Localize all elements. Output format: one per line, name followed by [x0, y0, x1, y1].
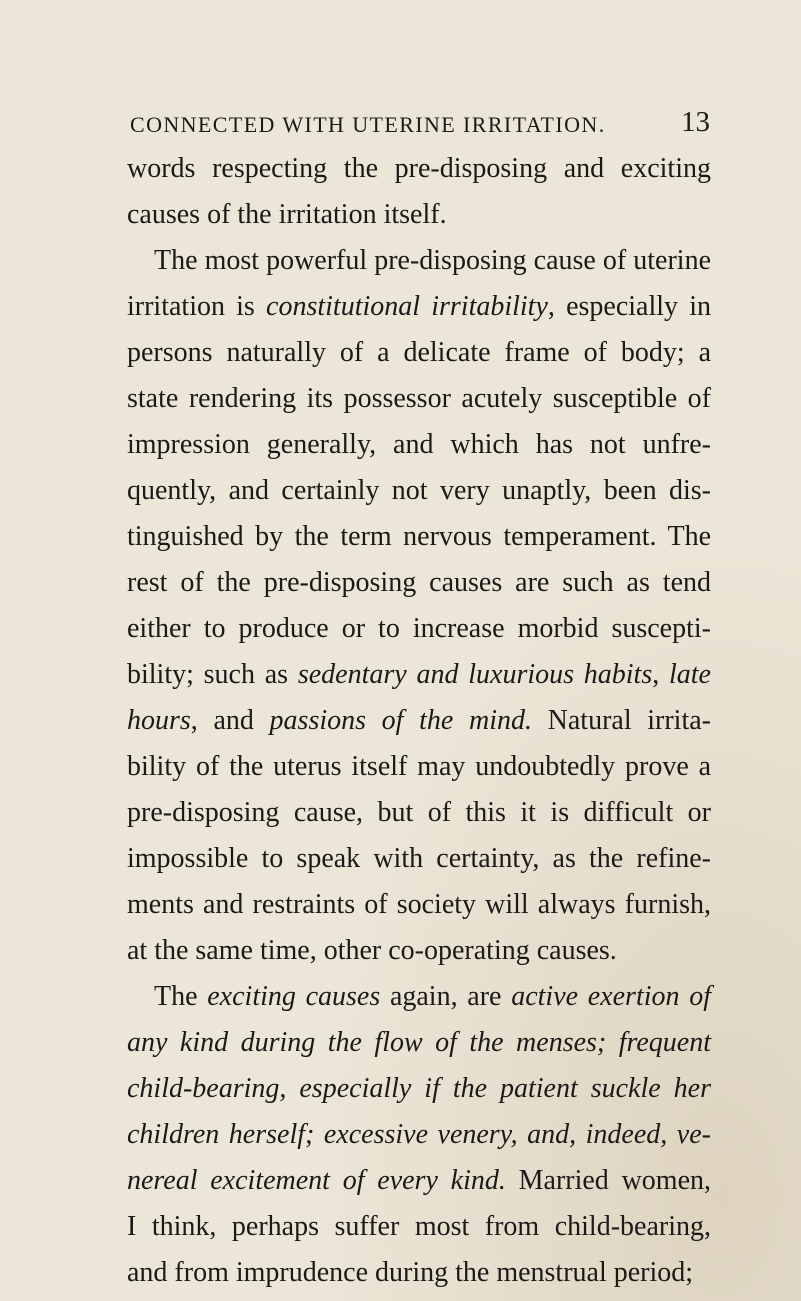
text-line: The most powerful pre-disposing cause of uterine — [154, 245, 711, 276]
text-line: nereal excitement of every kind. Married women, — [127, 1165, 711, 1196]
body-text — [127, 146, 711, 1296]
italic-phrase: constitutional irritability — [266, 291, 548, 322]
text-line: bility; such as sedentary and luxurious habits, late — [127, 659, 711, 690]
text-line: irritation is constitutional irritability, especially in — [127, 291, 711, 322]
text-line: impossible to speak with certainty, as the refine- — [127, 843, 711, 874]
text-line: and from imprudence during the menstrual period; — [127, 1257, 694, 1288]
italic-phrase: child-bearing, especially if the patient suckle her — [127, 1073, 711, 1104]
text-line: The exciting causes again, are active exertion of — [154, 981, 711, 1012]
text-line: hours, and passions of the mind. Natural irrita- — [127, 705, 711, 736]
italic-phrase: nereal excitement of every kind. — [127, 1165, 506, 1196]
header-title: CONNECTED WITH UTERINE IRRITATION. — [130, 112, 606, 137]
text-line: causes of the irritation itself. — [127, 199, 447, 230]
text-line: persons naturally of a delicate frame of body; a — [127, 337, 711, 368]
text-line — [127, 1112, 711, 1158]
italic-phrase: sedentary and luxurious habits — [297, 659, 653, 690]
italic-phrase: any kind during the flow of the menses; frequent — [127, 1027, 711, 1058]
text-line: I think, perhaps suffer most from child-bearing, — [127, 1211, 711, 1242]
italic-phrase: children herself; excessive venery, and, indeed, ve- — [127, 1119, 711, 1150]
italic-phrase: hours — [127, 705, 191, 736]
text-line: quently, and certainly not very unaptly, been dis- — [127, 475, 711, 506]
italic-phrase: late — [669, 659, 711, 690]
text-line: words respecting the pre-disposing and exciting — [127, 153, 711, 184]
text-line — [127, 1066, 711, 1112]
text-line: state rendering its possessor acutely susceptible of — [127, 383, 711, 414]
text-line: rest of the pre-disposing causes are such as tend — [127, 567, 711, 598]
italic-phrase: active exertion of — [511, 981, 711, 1012]
page-number: 13 — [681, 106, 710, 138]
text-line: impression generally, and which has not unfre- — [127, 429, 711, 460]
text-line: at the same time, other co-operating causes. — [127, 935, 617, 966]
text-line — [127, 1020, 711, 1066]
italic-phrase: passions of the mind. — [269, 705, 532, 736]
text-line: ments and restraints of society will always furnish, — [127, 889, 711, 920]
text-line: bility of the uterus itself may undoubtedly prove a — [127, 751, 711, 782]
text-line: pre-disposing cause, but of this it is difficult or — [127, 797, 711, 828]
italic-phrase: exciting causes — [207, 981, 381, 1012]
text-line: either to produce or to increase morbid suscepti- — [127, 613, 711, 644]
text-line: tinguished by the term nervous temperament. The — [127, 521, 711, 552]
running-header — [130, 104, 710, 144]
